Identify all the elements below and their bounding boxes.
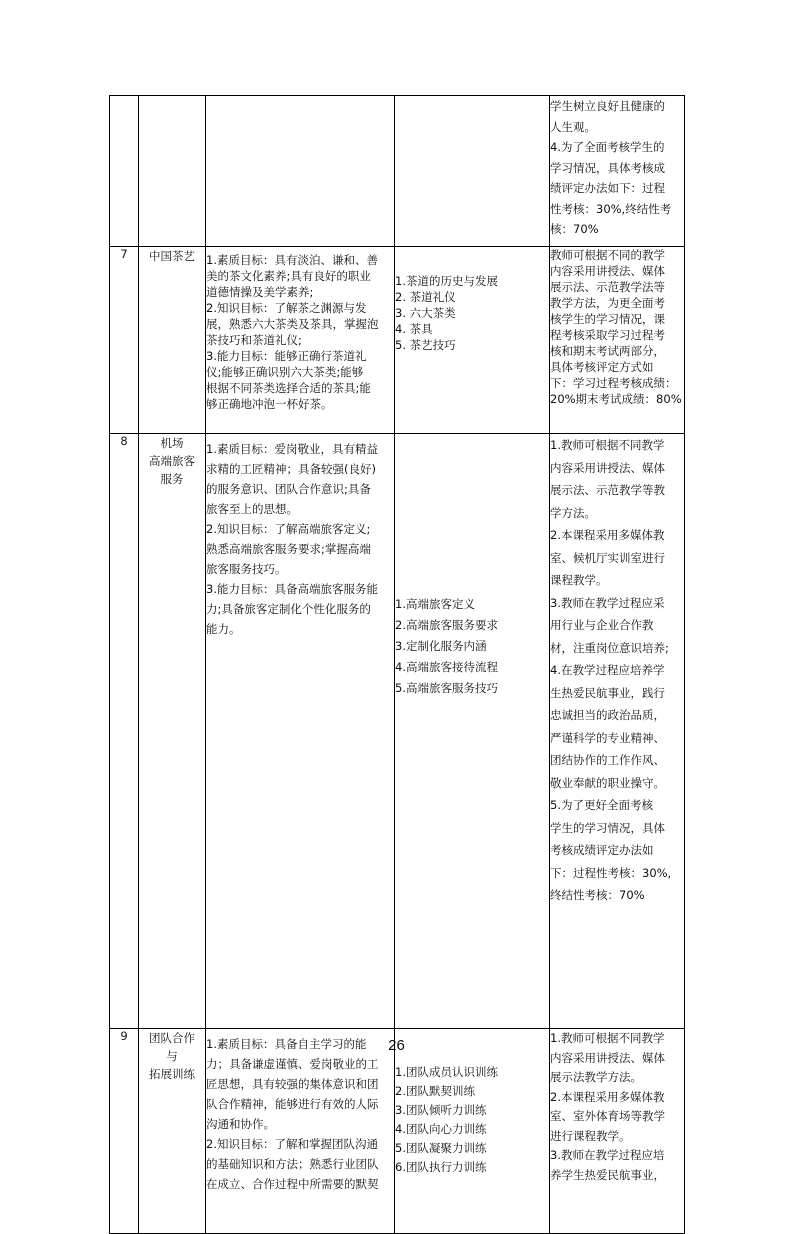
method-line: 考核成绩评定办法如: [550, 843, 654, 857]
objective-cell: [206, 1029, 395, 1234]
method-line: 展示法、示范教学法等: [550, 280, 665, 294]
content-line: 3.定制化服务内涵: [395, 639, 487, 653]
method-line: 敬业奉献的职业操守。: [550, 775, 665, 790]
method-line: 学生树立良好且健康的: [550, 99, 665, 113]
objective-line: 1.素质目标：具有淡泊、谦和、善: [206, 253, 378, 267]
objective-line: 够正确地冲泡一杯好茶。: [206, 397, 333, 411]
content-cell: [395, 247, 550, 434]
objective-line: 茶技巧和茶道礼仪;: [206, 333, 302, 347]
method-line: 4.在教学过程应培养学: [550, 663, 665, 677]
course-number: 9: [120, 1029, 128, 1043]
method-line: 教师可根据不同的教学: [550, 248, 665, 262]
content-line: 2. 茶道礼仪: [395, 290, 456, 304]
method-line: 核和期末考试两部分，: [550, 344, 665, 358]
method-line: 20%期末考试成绩：80%: [550, 392, 682, 406]
objective-line: 3.能力目标：能够正确行茶道礼: [206, 349, 367, 363]
course-name-line: 中国茶艺: [149, 249, 195, 263]
content-line: 1.茶道的历史与发展: [395, 274, 498, 288]
method-line: 内容采用讲授法、媒体: [550, 1050, 665, 1065]
objective-line: 的服务意识、团队合作意识;具备: [206, 482, 371, 496]
objective-line: 2.知识目标：了解高端旅客定义;: [206, 522, 371, 536]
table-row: [110, 247, 685, 434]
objective-cell: [206, 96, 395, 247]
course-name-line: 高端旅客: [149, 454, 195, 468]
table-row: [110, 1029, 685, 1234]
objective-line: 1.素质目标：具备自主学习的能: [206, 1037, 367, 1051]
table-row: [110, 434, 685, 1029]
course-number-cell: [110, 96, 139, 247]
course-name-line: 团队合作: [149, 1031, 195, 1045]
content-line: 6.团队执行力训练: [395, 1160, 487, 1174]
course-table: [109, 95, 685, 1234]
objective-line: 展，熟悉六大茶类及茶具，掌握泡: [206, 317, 379, 331]
course-name-line: 与: [166, 1049, 178, 1063]
method-line: 生热爱民航事业，践行: [550, 685, 665, 700]
objective-line: 队合作精神，能够进行有效的人际: [206, 1097, 379, 1111]
content-cell: [395, 96, 550, 247]
method-line: 团结协作的工作作风、: [550, 753, 665, 767]
course-name-cell: [139, 1029, 206, 1234]
course-number-cell: [110, 1029, 139, 1234]
objective-cell: [206, 434, 395, 1029]
method-line: 忠诚担当的政治品质，: [550, 708, 665, 722]
method-line: 学生的学习情况，具体: [550, 820, 665, 835]
objective-line: 美的茶文化素养;具有良好的职业: [206, 269, 371, 283]
objective-line: 的基础知识和方法；熟悉行业团队: [206, 1157, 379, 1171]
method-line: 下：过程性考核：30%,: [550, 865, 672, 880]
objective-line: 根据不同茶类选择合适的茶具;能: [206, 381, 371, 395]
method-line: 绩评定办法如下：过程: [550, 181, 665, 195]
content-line: 4. 茶具: [395, 322, 433, 336]
method-line: 养学生热爱民航事业，: [550, 1167, 665, 1182]
method-line: 具体考核评定方式如: [550, 360, 654, 374]
content-line: 3.团队倾听力训练: [395, 1103, 487, 1117]
method-line: 人生观。: [550, 119, 596, 134]
method-line: 室、室外体育场等教学: [550, 1109, 665, 1123]
method-line: 材，注重岗位意识培养;: [550, 640, 669, 655]
method-line: 核：70%: [550, 222, 599, 236]
method-line: 终结性考核：70%: [550, 888, 645, 902]
method-line: 严谨科学的专业精神、: [550, 730, 665, 745]
objective-line: 匠思想，具有较强的集体意识和团: [206, 1077, 379, 1091]
content-line: 2.高端旅客服务要求: [395, 618, 498, 632]
course-number: 8: [120, 434, 128, 448]
objective-line: 2.知识目标：了解茶之渊源与发: [206, 301, 367, 315]
method-line: 内容采用讲授法、媒体: [550, 264, 665, 278]
course-name-cell: [139, 247, 206, 434]
objective-line: 力；具备谦虚谨慎、爱岗敬业的工: [206, 1057, 379, 1071]
method-line: 展示法教学方法。: [550, 1070, 642, 1084]
objective-line: 2.知识目标：了解和掌握团队沟通: [206, 1137, 378, 1151]
page-number: 26: [388, 1037, 405, 1054]
method-line: 程考核采取学习过程考: [550, 328, 665, 342]
objective-line: 熟悉高端旅客服务要求;掌握高端: [206, 542, 371, 556]
course-name-cell: [139, 434, 206, 1029]
course-name-line: 服务: [160, 472, 184, 486]
content-line: 4.团队向心力训练: [395, 1122, 487, 1136]
method-cell: [550, 96, 685, 247]
objective-line: 旅客服务技巧。: [206, 562, 287, 576]
method-line: 2.本课程采用多媒体教: [550, 528, 665, 542]
method-line: 核学生的学习情况，课: [550, 312, 665, 326]
content-line: 5.团队凝聚力训练: [395, 1141, 487, 1155]
objective-line: 求精的工匠精神；具备较强(良好): [206, 462, 376, 476]
course-number-cell: [110, 434, 139, 1029]
method-line: 进行课程教学。: [550, 1128, 631, 1143]
method-line: 展示法、示范教学等教: [550, 483, 665, 497]
course-number-cell: [110, 247, 139, 434]
method-line: 性考核：30%,终结性考: [550, 201, 672, 216]
course-name-cell: [139, 96, 206, 247]
content-line: 4.高端旅客接待流程: [395, 660, 498, 674]
method-line: 4.为了全面考核学生的: [550, 140, 665, 154]
objective-line: 道德情操及美学素养;: [206, 285, 314, 299]
course-name-line: 拓展训练: [149, 1067, 195, 1081]
objective-line: 力;具备旅客定制化个性化服务的: [206, 602, 371, 616]
content-line: 1.团队成员认识训练: [395, 1065, 498, 1079]
method-line: 1.教师可根据不同教学: [550, 438, 665, 452]
objective-line: 沟通和协作。: [206, 1117, 275, 1131]
objective-cell: [206, 247, 395, 434]
method-line: 1.教师可根据不同教学: [550, 1031, 665, 1045]
course-number: 7: [120, 247, 128, 261]
objective-line: 仪;能够正确识别六大茶类;能够: [206, 365, 364, 379]
content-line: 2.团队默契训练: [395, 1084, 475, 1098]
method-line: 内容采用讲授法、媒体: [550, 460, 665, 475]
objective-line: 旅客至上的思想。: [206, 502, 298, 516]
table-row: [110, 96, 685, 247]
method-line: 课程教学。: [550, 573, 608, 587]
content-line: 1.高端旅客定义: [395, 597, 475, 611]
method-cell: [550, 434, 685, 1029]
method-line: 室、候机厅实训室进行: [550, 550, 665, 565]
objective-line: 3.能力目标：具备高端旅客服务能: [206, 582, 378, 596]
content-cell: [395, 434, 550, 1029]
method-line: 5.为了更好全面考核: [550, 798, 653, 812]
content-line: 5.高端旅客服务技巧: [395, 681, 498, 695]
objective-line: 在成立、合作过程中所需要的默契: [206, 1177, 379, 1191]
content-line: 3. 六大茶类: [395, 306, 456, 320]
objective-line: 1.素质目标：爱岗敬业，具有精益: [206, 442, 378, 456]
method-line: 3.教师在教学过程应培: [550, 1148, 665, 1162]
objective-line: 能力。: [206, 622, 241, 636]
method-line: 教学方法，为更全面考: [550, 296, 665, 310]
method-line: 下：学习过程考核成绩：: [550, 376, 677, 390]
method-cell: [550, 247, 685, 434]
method-line: 学方法。: [550, 505, 596, 520]
method-line: 3.教师在教学过程应采: [550, 595, 665, 610]
content-line: 5. 茶艺技巧: [395, 338, 456, 352]
method-line: 2.本课程采用多媒体教: [550, 1089, 665, 1104]
method-line: 学习情况，具体考核成: [550, 160, 665, 175]
method-cell: [550, 1029, 685, 1234]
method-line: 用行业与企业合作教: [550, 618, 654, 632]
content-cell: [395, 1029, 550, 1234]
course-name-line: 机场: [160, 436, 184, 450]
